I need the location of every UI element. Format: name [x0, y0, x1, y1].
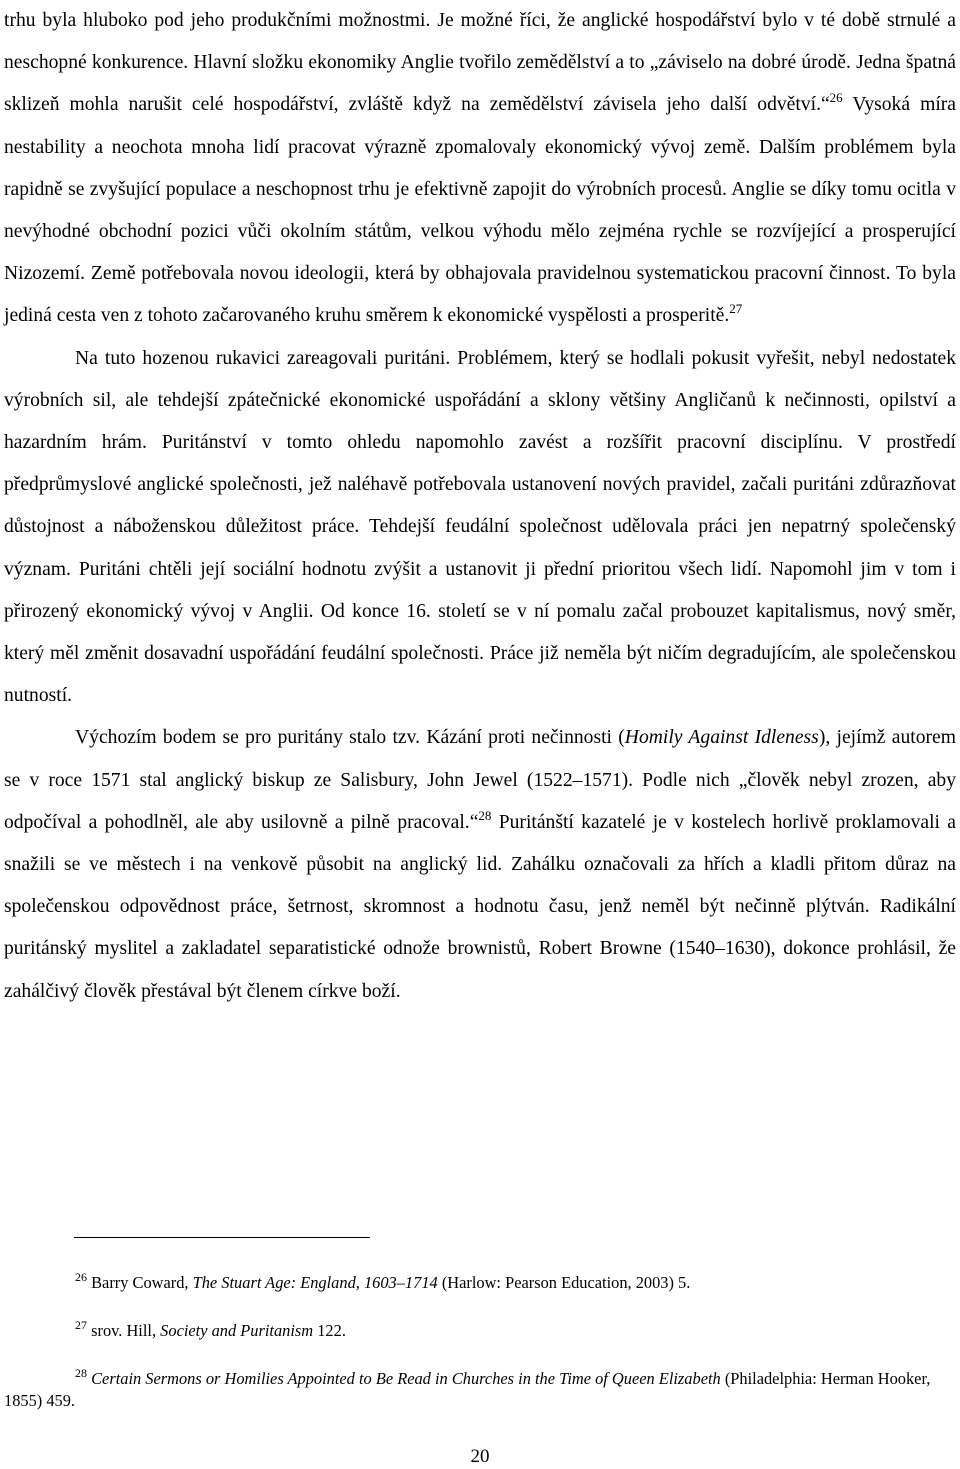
footnote-number: 27 [75, 1318, 87, 1332]
body-text [4, 0, 956, 1013]
text-segment: ), jejímž autorem se v roce 1571 stal anglický biskup ze Salisbury, John Jewel (1522–1571). Podle nich „člověk nebyl zrozen, aby odpočíval a pohodlněl, ale aby usilovně a pilně pracoval.“ [4, 727, 956, 833]
footnote-number: 26 [75, 1270, 87, 1284]
text-segment: trhu byla hluboko pod jeho produkčními možnostmi. Je možné říci, že anglické hospodářství bylo v té době strnulé a neschopné konkurence. Hlavní složku ekonomiky Anglie tvořilo zemědělství a to „záviselo na dobré úrodě. Jedna špatná sklizeň mohla narušit celé hospodářství, zvláště když na zemědělství závisela jeho další odvětví.“ [4, 10, 956, 116]
footnote-italic: Society and Puritanism [160, 1321, 314, 1340]
footnote-ref-27[interactable]: 27 [729, 301, 743, 317]
paragraph-3 [4, 717, 956, 1012]
footnote-number: 28 [75, 1366, 87, 1380]
footnote-italic: Certain Sermons or Homilies Appointed to Be Read in Churches in the Time of Queen Elizabeth [91, 1369, 721, 1388]
footnote-27 [4, 1320, 956, 1342]
footnotes [4, 1272, 956, 1438]
footnote-ref-28[interactable]: 28 [478, 807, 492, 823]
footnote-text: Barry Coward, [91, 1273, 193, 1292]
footnote-ref-26[interactable]: 26 [829, 90, 843, 106]
footnote-italic: The Stuart Age: England, 1603–1714 [192, 1273, 438, 1292]
footnote-26 [4, 1272, 956, 1294]
text-segment: Výchozím bodem se pro puritány stalo tzv. Kázání proti nečinnosti ( [75, 727, 625, 749]
footnote-28 [4, 1368, 956, 1412]
footnote-text: 122. [313, 1321, 346, 1340]
italic-title: Homily Against Idleness [624, 727, 819, 749]
page [4, 0, 956, 1013]
paragraph-2 [4, 338, 956, 718]
text-segment: Puritánští kazatelé je v kostelech horlivě proklamovali a snažili se ve městech i na venkově působit na anglický lid. Zahálku označovali za hřích a kladli přitom důraz na společenskou odpovědnost práce, šetrnost, skromnost a hodnotu času, jenž neměl být nečinně plýtván. Radikální puritánský myslitel a zakladatel separatistické odnože brownistů, Robert Browne (1540–1630), dokonce prohlásil, že zahálčivý člověk přestával být členem církve boží. [4, 811, 956, 1002]
text-segment: Vysoká míra nestability a neochota mnoha lidí pracovat výrazně zpomalovaly ekonomický vývoj země. Dalším problémem byla rapidně se zvyšující populace a neschopnost trhu je efektivně zapojit do výrobních procesů. Anglie se díky tomu ocitla v nevýhodné obchodní pozici vůči okolním státům, velkou výhodu mělo zejména rychle se rozvíjející a prosperující Nizozemí. Země potřebovala novou ideologii, která by obhajovala pravidelnou systematickou pracovní činnost. To byla jediná cesta ven z tohoto začarovaného kruhu směrem k ekonomické vyspělosti a prosperitě. [4, 94, 957, 327]
text-segment: Na tuto hozenou rukavici zareagovali puritáni. Problémem, který se hodlali pokusit vyřešit, nebyl nedostatek výrobních sil, ale tehdejší zpátečnické ekonomické uspořádání a sklony většiny Angličanů k nečinnosti, opilství a hazardním hrám. Puritánství v tomto ohledu napomohlo zavést a rozšířit pracovní disciplínu. V prostředí předprůmyslové anglické společnosti, jež naléhavě potřebovala ustanovení nových pravidel, začali puritáni zdůrazňovat důstojnost a náboženskou důležitost práce. Tehdejší feudální společnost udělovala práci jen nepatrný společenský význam. Puritáni chtěli její sociální hodnotu zvýšit a ustanovit ji přední prioritou všech lidí. Napomohl jim v tom i přirozený ekonomický vývoj v Anglii. Od konce 16. století se v ní pomalu začal probouzet kapitalismus, nový směr, který měl změnit dosavadní uspořádání feudální společnosti. Práce již neměla být ničím degradujícím, ale společenskou nutností. [4, 347, 956, 707]
footnote-text: srov. Hill, [91, 1321, 161, 1340]
page-number: 20 [470, 1446, 490, 1467]
footnote-text: (Harlow: Pearson Education, 2003) 5. [437, 1273, 691, 1292]
footnote-text: (Philadelphia: Herman Hooker, 1855) 459. [4, 1369, 931, 1410]
footnote-separator [74, 1237, 370, 1238]
paragraph-1 [4, 0, 956, 338]
